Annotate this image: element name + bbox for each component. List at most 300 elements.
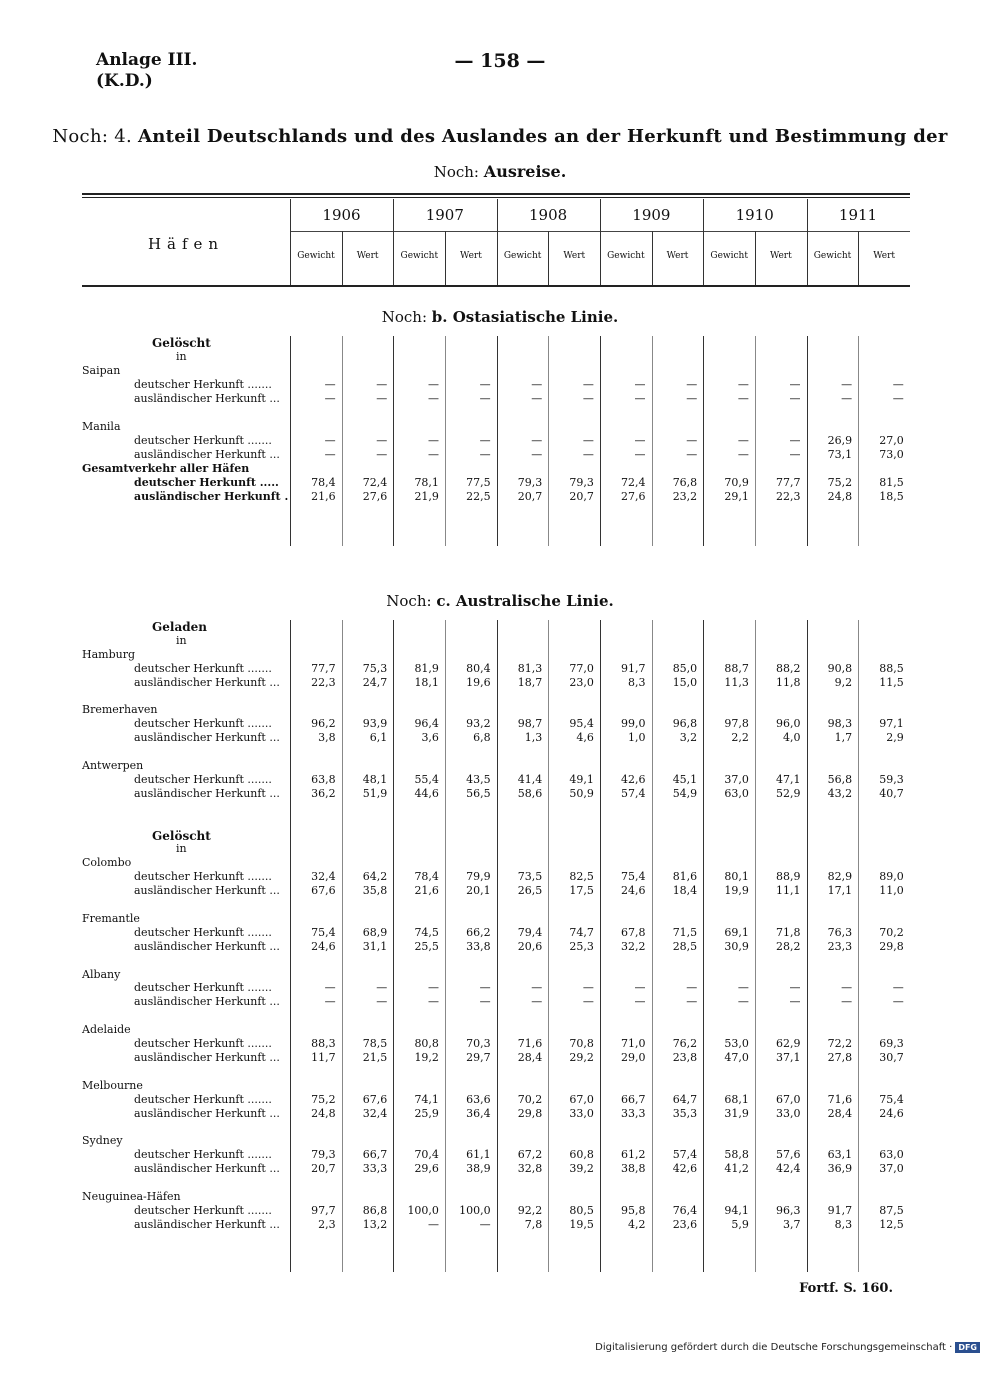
- table-cell: 70,9: [724, 476, 749, 489]
- table-cell: 27,0: [879, 434, 904, 447]
- table-cell: 63,6: [466, 1092, 491, 1106]
- table-cell: —: [789, 392, 801, 405]
- table-cell: 17,5: [569, 884, 594, 898]
- table-row: [82, 490, 910, 504]
- table-cell: 26,5: [517, 884, 543, 898]
- table-cell: 38,9: [466, 1162, 491, 1176]
- table-header: [82, 193, 910, 287]
- table-cell: 82,5: [569, 870, 594, 884]
- table-row: [82, 842, 910, 856]
- table-cell: 24,7: [362, 675, 388, 689]
- table-cell: 19,6: [466, 675, 491, 689]
- table-cell: 36,9: [827, 1162, 853, 1176]
- table-cell: 72,4: [362, 476, 388, 489]
- table-cell: 11,8: [776, 675, 801, 689]
- table-cell: 70,4: [414, 1148, 439, 1162]
- table-cell: —: [324, 378, 336, 391]
- table-row: [82, 1093, 910, 1107]
- table-cell: 88,9: [776, 870, 801, 884]
- table-cell: 43,5: [466, 772, 491, 786]
- table-cell: 96,2: [311, 717, 336, 731]
- table-cell: 77,7: [311, 661, 336, 675]
- table-cell: 93,2: [466, 717, 491, 731]
- table-cell: 58,8: [724, 1148, 749, 1162]
- table-cell: 80,1: [724, 870, 749, 884]
- table-row: [82, 1051, 910, 1065]
- table-cell: 61,1: [466, 1148, 491, 1162]
- table-cell: 25,3: [569, 939, 594, 953]
- table-cell: 70,2: [879, 925, 904, 939]
- table-cell: 81,3: [517, 661, 543, 675]
- table-cell: 92,2: [517, 1203, 543, 1217]
- table-cell: 70,2: [517, 1092, 543, 1106]
- table-cell: 37,0: [724, 772, 749, 786]
- table-cell: 42,6: [621, 772, 646, 786]
- table-row: [82, 773, 910, 787]
- table-cell: 71,6: [517, 1037, 543, 1050]
- table-cell: —: [737, 378, 749, 391]
- table-cell: 66,7: [621, 1092, 646, 1106]
- section-b-prefix: Noch:: [381, 308, 428, 326]
- table-cell: —: [686, 981, 698, 995]
- table-cell: 11,0: [879, 884, 904, 898]
- table-cell: 29,2: [569, 1050, 594, 1064]
- table-cell: 52,9: [776, 786, 801, 800]
- table-cell: 77,0: [569, 661, 594, 675]
- table-cell: —: [737, 981, 749, 995]
- table-cell: 20,7: [517, 490, 543, 503]
- table-row: [82, 995, 910, 1009]
- table-cell: 11,3: [724, 675, 749, 689]
- port-name: Antwerpen: [82, 759, 144, 772]
- table-cell: —: [427, 995, 439, 1009]
- section-title-b: [0, 308, 1000, 326]
- table-cell: 11,5: [879, 675, 904, 689]
- weight-unit-header: Gewicht: [503, 251, 542, 261]
- table-cell: —: [531, 378, 543, 391]
- table-cell: —: [634, 378, 646, 391]
- table-cell: —: [531, 448, 543, 461]
- continuation-note: Fortf. S. 160.: [799, 1281, 893, 1296]
- table-cell: 37,0: [879, 1162, 904, 1176]
- table-cell: 32,2: [621, 939, 646, 953]
- row-label: deutscher Herkunft .......: [134, 378, 272, 391]
- table-cell: 39,2: [569, 1162, 594, 1176]
- table-cell: 97,8: [724, 717, 749, 731]
- table-cell: 54,9: [672, 786, 698, 800]
- table-cell: 79,3: [311, 1148, 336, 1162]
- value-unit-header: Wert: [356, 251, 379, 261]
- table-cell: 67,6: [311, 884, 336, 898]
- table-cell: 80,8: [414, 1037, 439, 1050]
- row-label: ausländischer Herkunft ...: [134, 939, 280, 953]
- table-cell: 88,3: [311, 1037, 336, 1050]
- table-cell: —: [427, 392, 439, 405]
- table-cell: 63,0: [724, 786, 749, 800]
- weight-unit-header: Gewicht: [710, 251, 748, 261]
- table-cell: 81,5: [879, 476, 904, 489]
- table-cell: —: [686, 392, 698, 405]
- table-row: [82, 448, 910, 462]
- table-cell: —: [789, 995, 801, 1009]
- table-cell: 96,8: [672, 717, 698, 731]
- table-cell: 29,7: [466, 1050, 491, 1064]
- table-cell: 21,6: [311, 490, 336, 503]
- table-cell: 70,8: [569, 1037, 594, 1050]
- table-cell: 75,4: [621, 870, 646, 884]
- section-b-title: b. Ostasiatische Linie.: [431, 308, 619, 326]
- table-cell: —: [324, 981, 336, 995]
- table-row: [82, 731, 910, 745]
- table-cell: 3,6: [421, 731, 439, 745]
- table-cell: —: [479, 378, 491, 391]
- table-cell: 18,7: [517, 675, 543, 689]
- table-cell: 79,9: [466, 870, 491, 884]
- row-label: in: [176, 350, 187, 363]
- table-cell: —: [789, 434, 801, 447]
- table-cell: 22,3: [776, 490, 801, 503]
- row-label: ausländischer Herkunft ...: [134, 392, 280, 405]
- title-main: Anteil Deutschlands und des Auslandes an der Herkunft und Bestimmung der: [138, 126, 948, 147]
- table-cell: —: [531, 392, 543, 405]
- table-cell: —: [376, 378, 388, 391]
- table-cell: 28,4: [517, 1050, 543, 1064]
- table-cell: —: [531, 981, 543, 995]
- table-cell: 98,3: [827, 717, 853, 731]
- table-cell: 95,4: [569, 717, 594, 731]
- table-cell: 100,0: [407, 1203, 439, 1217]
- table-cell: 45,1: [672, 772, 698, 786]
- port-name: Neuguinea-Häfen: [82, 1189, 181, 1203]
- table-row: [82, 1162, 910, 1176]
- table-cell: 19,9: [724, 884, 749, 898]
- table-cell: 20,7: [311, 1162, 336, 1176]
- table-cell: 81,9: [414, 661, 439, 675]
- table-cell: 27,8: [827, 1050, 853, 1064]
- table-cell: 67,2: [517, 1148, 543, 1162]
- table-row: [82, 648, 910, 662]
- table-row: [82, 364, 910, 378]
- table-row: [82, 856, 910, 870]
- table-cell: —: [841, 392, 853, 405]
- table-row: [82, 676, 910, 690]
- row-label: ausländischer Herkunft ...: [134, 731, 280, 745]
- table-row: [82, 703, 910, 717]
- page-title: [0, 126, 1000, 147]
- table-cell: 74,1: [414, 1092, 439, 1106]
- table-row: [82, 884, 910, 898]
- table-cell: —: [427, 448, 439, 461]
- row-label: deutscher Herkunft .......: [134, 925, 272, 939]
- table-cell: 67,8: [621, 925, 646, 939]
- table-cell: 73,1: [827, 448, 853, 461]
- table-cell: 27,6: [621, 490, 646, 503]
- table-cell: 6,1: [369, 731, 388, 745]
- table-row: [82, 336, 910, 350]
- table-cell: —: [479, 995, 491, 1009]
- table-cell: 47,1: [776, 772, 801, 786]
- row-label: deutscher Herkunft .......: [134, 1203, 272, 1217]
- dfg-logo: DFG: [955, 1342, 980, 1353]
- table-cell: 24,8: [827, 490, 853, 503]
- table-cell: 64,2: [362, 870, 388, 884]
- header-rule-top: [82, 193, 910, 195]
- table-cell: 29,8: [517, 1106, 543, 1120]
- table-row: [82, 912, 910, 926]
- row-label: ausländischer Herkunft ...: [134, 884, 280, 898]
- value-unit-header: Wert: [563, 251, 586, 261]
- table-cell: 94,1: [724, 1203, 749, 1217]
- table-cell: —: [892, 981, 904, 995]
- table-row: [82, 870, 910, 884]
- table-cell: 33,0: [569, 1106, 594, 1120]
- table-cell: —: [686, 995, 698, 1009]
- table-cell: —: [634, 995, 646, 1009]
- table-cell: 3,2: [679, 731, 698, 745]
- table-cell: —: [582, 378, 594, 391]
- year-header: 1906: [322, 206, 361, 224]
- table-cell: 15,0: [672, 675, 698, 689]
- port-name: Saipan: [82, 364, 121, 377]
- table-cell: 71,8: [776, 925, 801, 939]
- group-heading: Gelöscht: [152, 336, 211, 350]
- table-cell: 11,1: [776, 884, 801, 898]
- table-block-east-asia: [82, 336, 910, 546]
- table-cell: 85,0: [672, 661, 698, 675]
- table-cell: 33,3: [362, 1162, 388, 1176]
- row-label: deutscher Herkunft .....: [134, 476, 279, 489]
- table-cell: 93,9: [362, 717, 388, 731]
- weight-unit-header: Gewicht: [400, 251, 439, 261]
- table-cell: 9,2: [834, 675, 853, 689]
- table-block-australia: [82, 620, 910, 1272]
- table-cell: 82,9: [827, 870, 853, 884]
- table-cell: —: [686, 434, 698, 447]
- port-name: Bremerhaven: [82, 703, 158, 717]
- table-cell: —: [737, 995, 749, 1009]
- table-cell: 23,8: [672, 1050, 698, 1064]
- table-cell: 32,8: [517, 1162, 543, 1176]
- table-cell: 23,3: [827, 939, 853, 953]
- table-cell: 6,8: [473, 731, 491, 745]
- table-cell: 2,9: [886, 731, 904, 745]
- table-cell: 32,4: [311, 870, 336, 884]
- table-cell: 21,9: [414, 490, 439, 503]
- table-cell: 26,9: [827, 434, 853, 447]
- table-cell: 21,5: [362, 1050, 388, 1064]
- table-cell: 72,2: [827, 1037, 853, 1050]
- table-cell: 20,6: [517, 939, 543, 953]
- table-cell: 55,4: [414, 772, 439, 786]
- section-c-prefix: Noch:: [386, 592, 432, 610]
- row-label: in: [176, 633, 187, 647]
- table-cell: 71,6: [827, 1092, 853, 1106]
- table-row: [82, 434, 910, 448]
- table-cell: 71,5: [672, 925, 698, 939]
- table-cell: 20,1: [466, 884, 491, 898]
- row-label: ausländischer Herkunft ...: [134, 675, 280, 689]
- table-cell: 18,5: [879, 490, 904, 503]
- table-cell: 37,1: [776, 1050, 801, 1064]
- table-cell: —: [376, 392, 388, 405]
- table-cell: —: [479, 434, 491, 447]
- table-cell: —: [427, 981, 439, 995]
- table-cell: 79,3: [517, 476, 543, 489]
- weight-unit-header: Gewicht: [813, 251, 852, 261]
- table-cell: 18,4: [672, 884, 698, 898]
- funding-text: Digitalisierung gefördert durch die Deutsche Forschungsgemeinschaft ·: [595, 1342, 953, 1353]
- value-unit-header: Wert: [873, 251, 896, 261]
- table-row: [82, 476, 910, 490]
- table-cell: 96,4: [414, 717, 439, 731]
- table-cell: 11,7: [311, 1050, 336, 1064]
- table-cell: 78,4: [414, 870, 439, 884]
- table-cell: 49,1: [569, 772, 594, 786]
- table-row: [82, 1037, 910, 1051]
- port-name: Fremantle: [82, 911, 140, 925]
- table-cell: 91,7: [827, 1203, 853, 1217]
- table-cell: 80,5: [569, 1203, 594, 1217]
- table-cell: 12,5: [879, 1217, 904, 1231]
- table-cell: 42,6: [672, 1162, 698, 1176]
- table-row: [82, 1023, 910, 1037]
- table-cell: 24,6: [311, 939, 336, 953]
- table-cell: 1,0: [628, 731, 646, 745]
- port-name: Melbourne: [82, 1078, 143, 1092]
- table-cell: 30,7: [879, 1050, 904, 1064]
- table-row: [82, 634, 910, 648]
- table-cell: —: [479, 448, 491, 461]
- table-cell: 59,3: [879, 772, 904, 786]
- table-cell: 21,6: [414, 884, 439, 898]
- table-cell: 36,2: [311, 786, 336, 800]
- table-cell: 77,5: [466, 476, 491, 489]
- table-cell: 42,4: [776, 1162, 801, 1176]
- table-cell: —: [324, 392, 336, 405]
- table-cell: —: [789, 981, 801, 995]
- table-cell: —: [324, 448, 336, 461]
- table-cell: —: [324, 995, 336, 1009]
- table-cell: 74,5: [414, 925, 439, 939]
- table-cell: 4,6: [576, 731, 594, 745]
- table-cell: 57,4: [621, 786, 646, 800]
- funding-note: [595, 1342, 980, 1353]
- row-label: deutscher Herkunft .......: [134, 772, 272, 786]
- subtitle-prefix: Noch:: [433, 163, 479, 181]
- table-row: [82, 829, 910, 843]
- table-cell: 86,8: [362, 1203, 388, 1217]
- table-cell: 2,3: [318, 1217, 336, 1231]
- table-cell: 63,0: [879, 1148, 904, 1162]
- title-prefix: Noch: 4.: [52, 126, 132, 147]
- table-cell: 41,2: [724, 1162, 749, 1176]
- table-cell: —: [376, 434, 388, 447]
- table-cell: 24,6: [621, 884, 646, 898]
- table-cell: 64,7: [672, 1092, 698, 1106]
- table-cell: 97,7: [311, 1203, 336, 1217]
- table-cell: —: [737, 448, 749, 461]
- table-cell: 35,3: [672, 1106, 698, 1120]
- row-label: Gesamtverkehr aller Häfen: [82, 462, 250, 475]
- table-cell: 22,3: [311, 675, 336, 689]
- table-cell: —: [531, 995, 543, 1009]
- table-cell: 75,4: [879, 1092, 904, 1106]
- table-cell: 33,3: [621, 1106, 646, 1120]
- row-label: ausländischer Herkunft .: [134, 490, 289, 503]
- table-cell: —: [479, 981, 491, 995]
- table-row: [82, 968, 910, 982]
- table-cell: 28,2: [776, 939, 801, 953]
- row-label: ausländischer Herkunft ...: [134, 1217, 280, 1231]
- table-cell: —: [376, 448, 388, 461]
- table-cell: 24,6: [879, 1106, 904, 1120]
- table-cell: 29,8: [879, 939, 904, 953]
- table-cell: 60,8: [569, 1148, 594, 1162]
- table-cell: 81,6: [672, 870, 698, 884]
- table-cell: 23,6: [672, 1217, 698, 1231]
- table-cell: 62,9: [776, 1037, 801, 1050]
- table-cell: 18,1: [414, 675, 439, 689]
- table-cell: 29,6: [414, 1162, 439, 1176]
- table-cell: 24,8: [311, 1106, 336, 1120]
- table-cell: 74,7: [569, 925, 594, 939]
- table-cell: 87,5: [879, 1203, 904, 1217]
- table-cell: 67,0: [569, 1092, 594, 1106]
- row-label: deutscher Herkunft .......: [134, 661, 272, 675]
- table-cell: 69,3: [879, 1037, 904, 1050]
- port-column-header: Häfen: [147, 235, 225, 253]
- table-cell: 57,4: [672, 1148, 698, 1162]
- table-cell: 88,5: [879, 661, 904, 675]
- table-cell: 23,2: [672, 490, 698, 503]
- annex-line-1: Anlage III.: [96, 50, 198, 70]
- table-cell: 43,2: [827, 786, 853, 800]
- table-cell: —: [841, 995, 853, 1009]
- year-header: 1909: [632, 206, 671, 224]
- table-cell: 75,4: [311, 925, 336, 939]
- table-cell: 76,2: [672, 1037, 698, 1050]
- row-label: ausländischer Herkunft ...: [134, 786, 280, 800]
- section-c-title: c. Australische Linie.: [436, 592, 614, 610]
- table-cell: 98,7: [517, 717, 543, 731]
- table-cell: 61,2: [621, 1148, 646, 1162]
- year-header: 1911: [838, 206, 878, 224]
- table-cell: 33,8: [466, 939, 491, 953]
- table-cell: 71,0: [621, 1037, 646, 1050]
- table-cell: 67,0: [776, 1092, 801, 1106]
- row-label: deutscher Herkunft .......: [134, 870, 272, 884]
- table-cell: 31,9: [724, 1106, 749, 1120]
- value-unit-header: Wert: [769, 251, 792, 261]
- table-cell: —: [427, 434, 439, 447]
- table-cell: —: [789, 378, 801, 391]
- table-row: [82, 462, 910, 476]
- table-cell: 70,3: [466, 1037, 491, 1050]
- row-label: in: [176, 842, 187, 856]
- row-label: ausländischer Herkunft ...: [134, 1106, 280, 1120]
- table-row: [82, 1204, 910, 1218]
- table-row: [82, 1218, 910, 1232]
- table-cell: 100,0: [459, 1203, 491, 1217]
- row-label: deutscher Herkunft .......: [134, 981, 272, 995]
- table-cell: —: [892, 378, 904, 391]
- table-cell: 76,3: [827, 925, 853, 939]
- table-cell: 41,4: [517, 772, 543, 786]
- table-cell: 8,3: [628, 675, 646, 689]
- table-cell: 1,3: [524, 731, 543, 745]
- table-cell: 56,5: [466, 786, 491, 800]
- table-cell: 30,9: [724, 939, 749, 953]
